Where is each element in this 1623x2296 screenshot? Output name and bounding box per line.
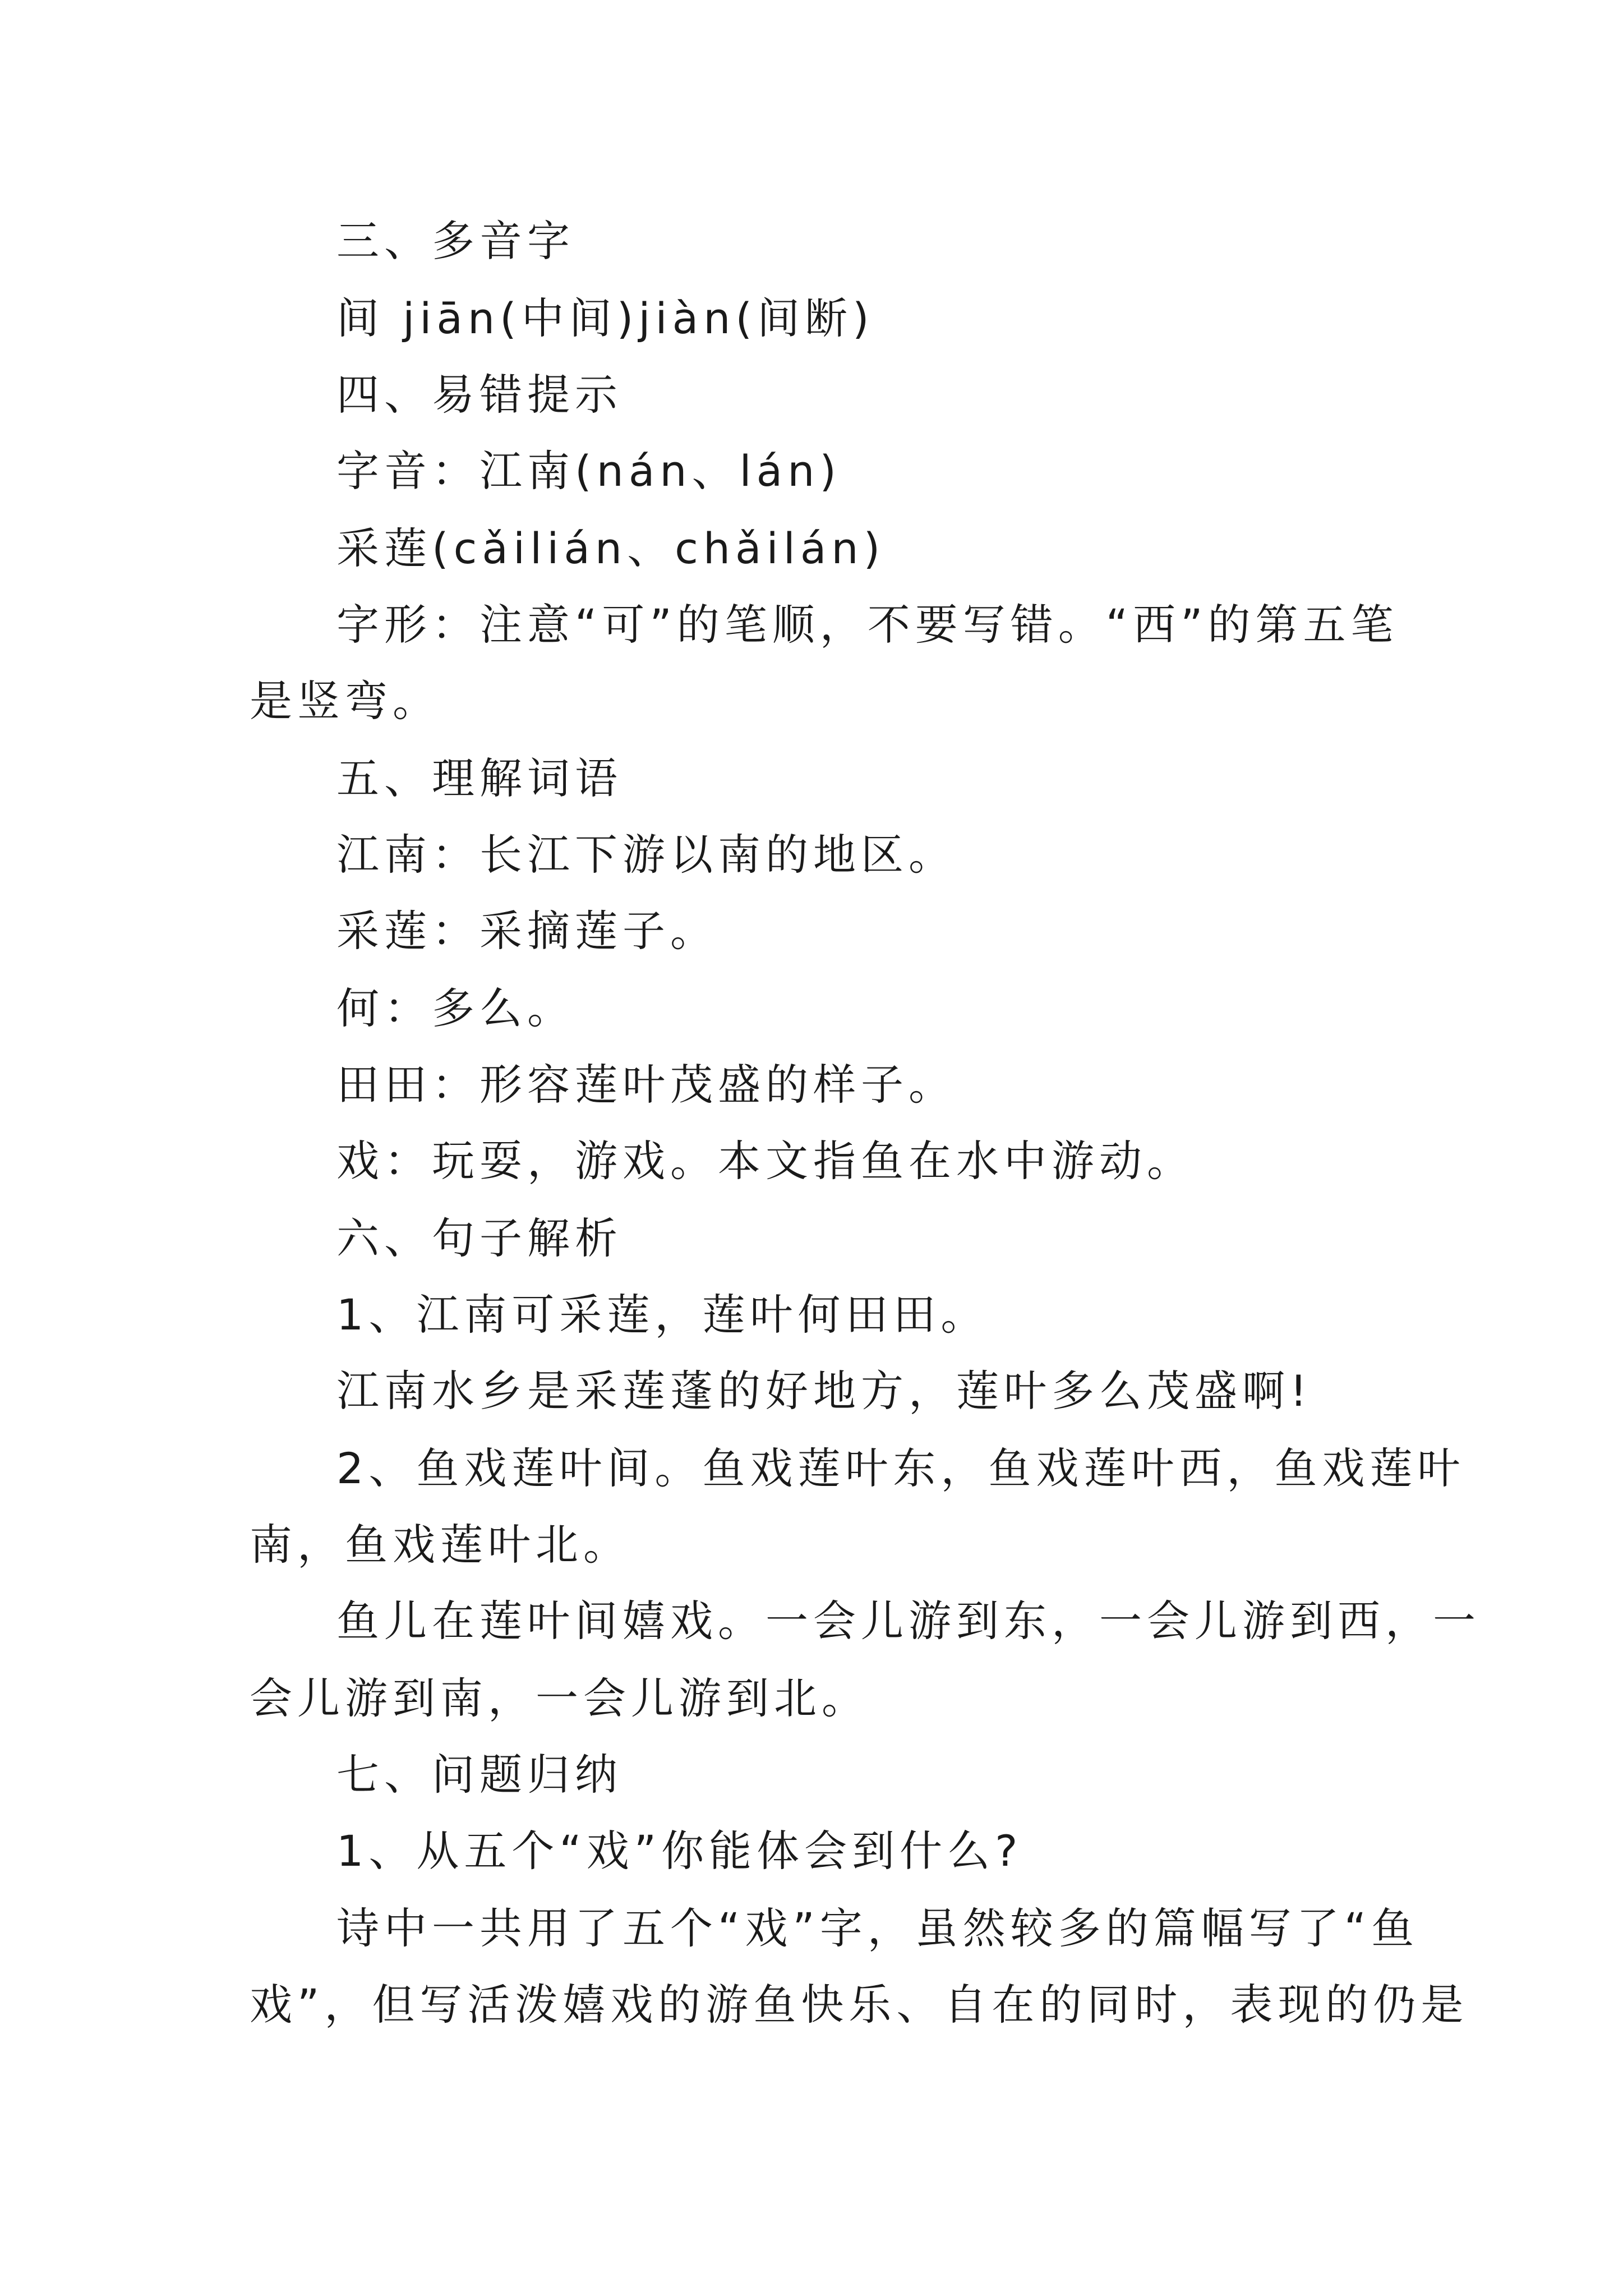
paragraph-line: 间 jiān(中间)jiàn(间断) <box>336 293 874 343</box>
paragraph-line: 戏”，但写活泼嬉戏的游鱼快乐、自在的同时，表现的仍是 <box>250 1980 1469 2030</box>
paragraph-line: 是竖弯。 <box>250 676 440 726</box>
paragraph-line: 采莲(cǎilián、chǎilán) <box>336 523 886 573</box>
paragraph-line: 何：多么。 <box>336 983 575 1033</box>
paragraph-line: 诗中一共用了五个“戏”字，虽然较多的篇幅写了“鱼 <box>336 1903 1419 1953</box>
paragraph-line: 字形：注意“可”的笔顺，不要写错。“西”的第五笔 <box>336 600 1399 650</box>
heading-vocabulary: 五、理解词语 <box>336 753 623 803</box>
paragraph-line: 南，鱼戏莲叶北。 <box>250 1520 631 1570</box>
heading-question-summary: 七、问题归纳 <box>336 1750 623 1800</box>
paragraph-line: 1、从五个“戏”你能体会到什么? <box>336 1826 1023 1876</box>
heading-error-tips: 四、易错提示 <box>336 370 623 420</box>
paragraph-line: 1、江南可采莲，莲叶何田田。 <box>336 1290 989 1340</box>
heading-polyphonic: 三、多音字 <box>336 216 575 266</box>
paragraph-line: 2、鱼戏莲叶间。鱼戏莲叶东，鱼戏莲叶西，鱼戏莲叶 <box>336 1443 1465 1493</box>
heading-sentence-analysis: 六、句子解析 <box>336 1213 623 1263</box>
paragraph-line: 江南：长江下游以南的地区。 <box>336 830 956 880</box>
paragraph-line: 会儿游到南，一会儿游到北。 <box>250 1673 869 1723</box>
paragraph-line: 鱼儿在莲叶间嬉戏。一会儿游到东，一会儿游到西，一 <box>336 1596 1481 1646</box>
paragraph-line: 采莲：采摘莲子。 <box>336 906 718 956</box>
paragraph-line: 江南水乡是采莲蓬的好地方，莲叶多么茂盛啊! <box>336 1366 1312 1416</box>
paragraph-line: 戏：玩耍，游戏。本文指鱼在水中游动。 <box>336 1136 1195 1186</box>
paragraph-line: 田田：形容莲叶茂盛的样子。 <box>336 1060 956 1110</box>
paragraph-line: 字音：江南(nán、lán) <box>336 446 842 496</box>
